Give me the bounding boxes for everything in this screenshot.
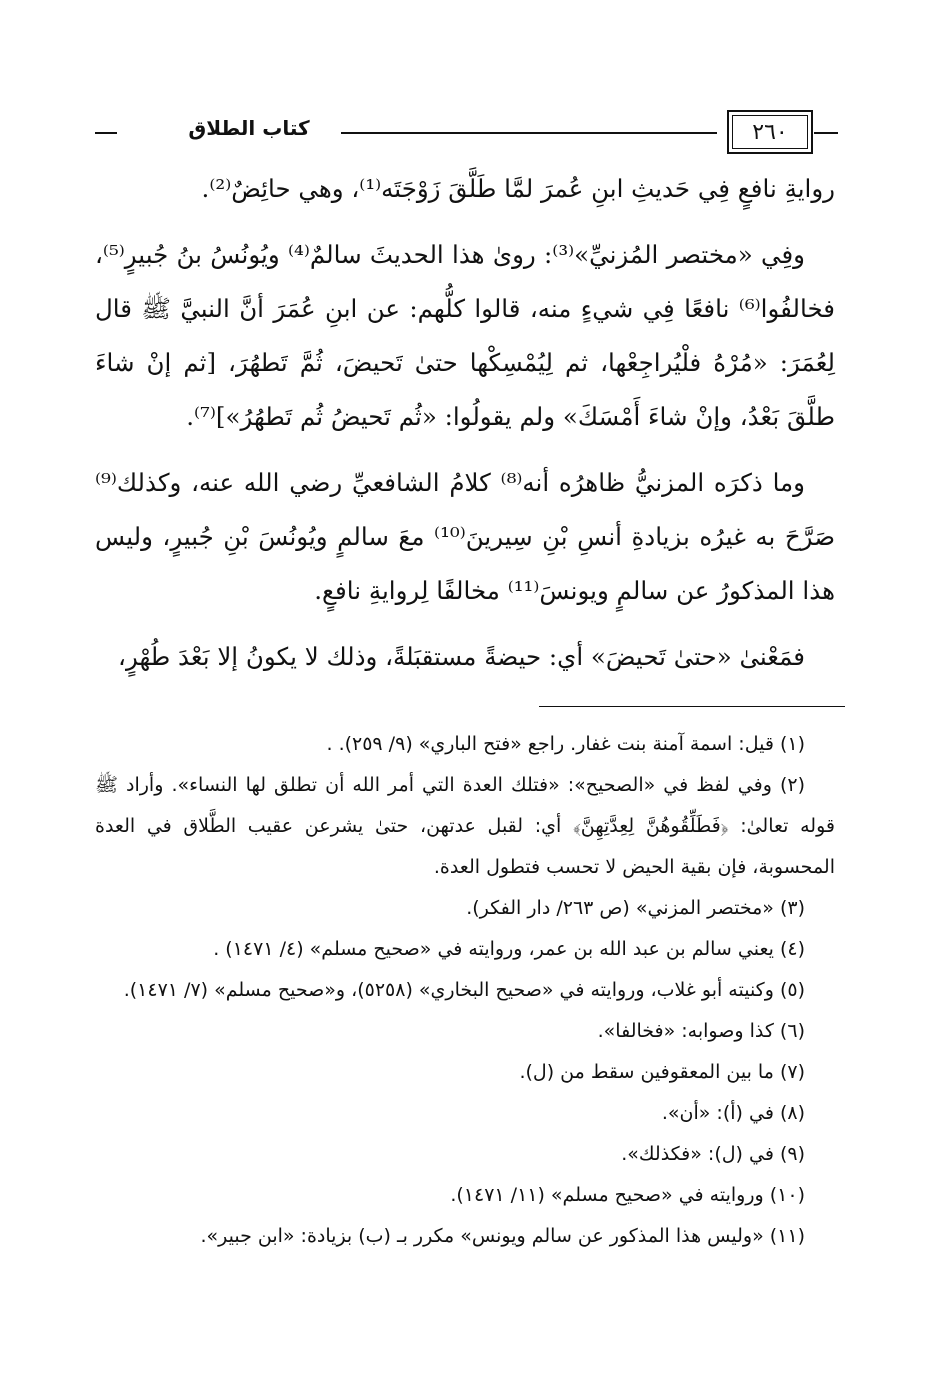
footnote-8: (٨) في (أ): «أن». xyxy=(661,1102,805,1124)
main-text xyxy=(95,162,835,696)
footnote-7: (٧) ما بين المعقوفين سقط من (ل). xyxy=(519,1061,805,1083)
footnote-9: (٩) في (ل): «فكذلك». xyxy=(621,1143,805,1165)
footnote-4: (٤) يعني سالم بن عبد الله بن عمر، وروايته في «صحيح مسلم» (٤/ ١٤٧١) . xyxy=(213,938,805,960)
footnote-1: (١) قيل: اسمة آمنة بنت غفار. راجع «فتح الباري» (٩/ ٢٥٩). . xyxy=(326,733,805,755)
page-number: ٢٦٠ xyxy=(732,115,808,149)
footnote-3: (٣) «مختصر المزني» (ص ٢٦٣/ دار الفكر). xyxy=(466,897,805,919)
paragraph-muzani: وما ذكرَه المزنيُّ ظاهرُه أنه⁽⁸⁾ كلامُ الشافعيِّ رضي الله عنه، وكذلك⁽⁹⁾ صَرَّحَ به غيرُه بزيادةِ أنسِ بْنِ سِيرينَ⁽¹⁰⁾ معَ سالمٍ ويُونُسَ بْنِ جُبيرٍ، وليس هذا المذكورُ عن سالمٍ ويونسَ⁽¹¹⁾ مخالفًا لِروايةِ نافعٍ. xyxy=(95,468,835,605)
footnote-6: (٦) كذا وصوابه: «فخالفا». xyxy=(597,1020,805,1042)
paragraph-meaning: فمَعْنىٰ «حتىٰ تَحيضَ» أي: حيضةً مستقبَلةً، وذلك لا يكونُ إلا بَعْدَ طُهْرٍ، xyxy=(118,642,805,671)
header-rule-middle xyxy=(341,132,717,134)
paragraph-continuation: روايةِ نافعٍ فِي حَديثِ ابنِ عُمرَ لمَّا طَلَّقَ زَوْجَتَه⁽¹⁾، وهي حائِضٌ⁽²⁾. xyxy=(201,174,835,203)
paragraph-mukhtasar: وفِي «مختصر المُزنيِّ»⁽³⁾: روىٰ هذا الحديثَ سالمٌ⁽⁴⁾ ويُونُسُ بنُ جُبيرٍ⁽⁵⁾، فخالفُوا⁽⁶⁾ نافعًا فِي شيءٍ منه، قالوا كلُّهم: عن ابنِ عُمَرَ أنَّ النبيَّ ﷺ قال لِعُمَرَ: «مُرْهُ فلْيُراجِعْها، ثم لِيُمْسِكْها حتىٰ تَحيضَ، ثُمَّ تَطهُرَ، [ثم إنْ شاءَ طلَّقَ بَعْدُ، وإنْ شاءَ أَمْسَكَ» ولم يقولُوا: «ثُم تَحيضُ ثُم تَطهُرُ»]⁽⁷⁾. xyxy=(95,240,835,431)
page-header xyxy=(95,110,835,158)
footnotes xyxy=(95,724,835,1257)
footnote-separator xyxy=(539,706,845,707)
page-number-frame xyxy=(727,110,813,154)
header-rule-right xyxy=(814,132,838,134)
footnote-11: (١١) «وليس هذا المذكور عن سالم ويونس» مكرر بـ (ب) بزيادة: «ابن جبير». xyxy=(200,1225,805,1247)
footnote-2: (٢) وفي لفظ في «الصحيح»: «فتلك العدة التي أمر الله أن تطلق لها النساء». وأراد ﷺ قوله تعالىٰ: ﴿فَطَلِّقُوهُنَّ لِعِدَّتِهِنَّ﴾ أي: لقبل عدتهن، حتىٰ يشرعن عقيب الطَّلاق في العدة المحسوبة، فإن بقية الحيض لا تحسب فتطول العدة. xyxy=(95,774,835,878)
footnote-5: (٥) وكنيته أبو غلاب، وروايته في «صحيح البخاري» (٥٢٥٨)، و«صحيح مسلم» (٧/ ١٤٧١). xyxy=(123,979,805,1001)
header-rule-left xyxy=(95,132,117,134)
footnote-10: (١٠) وروايته في «صحيح مسلم» (١١/ ١٤٧١). xyxy=(450,1184,805,1206)
running-title: كتاب الطلاق xyxy=(188,116,310,140)
